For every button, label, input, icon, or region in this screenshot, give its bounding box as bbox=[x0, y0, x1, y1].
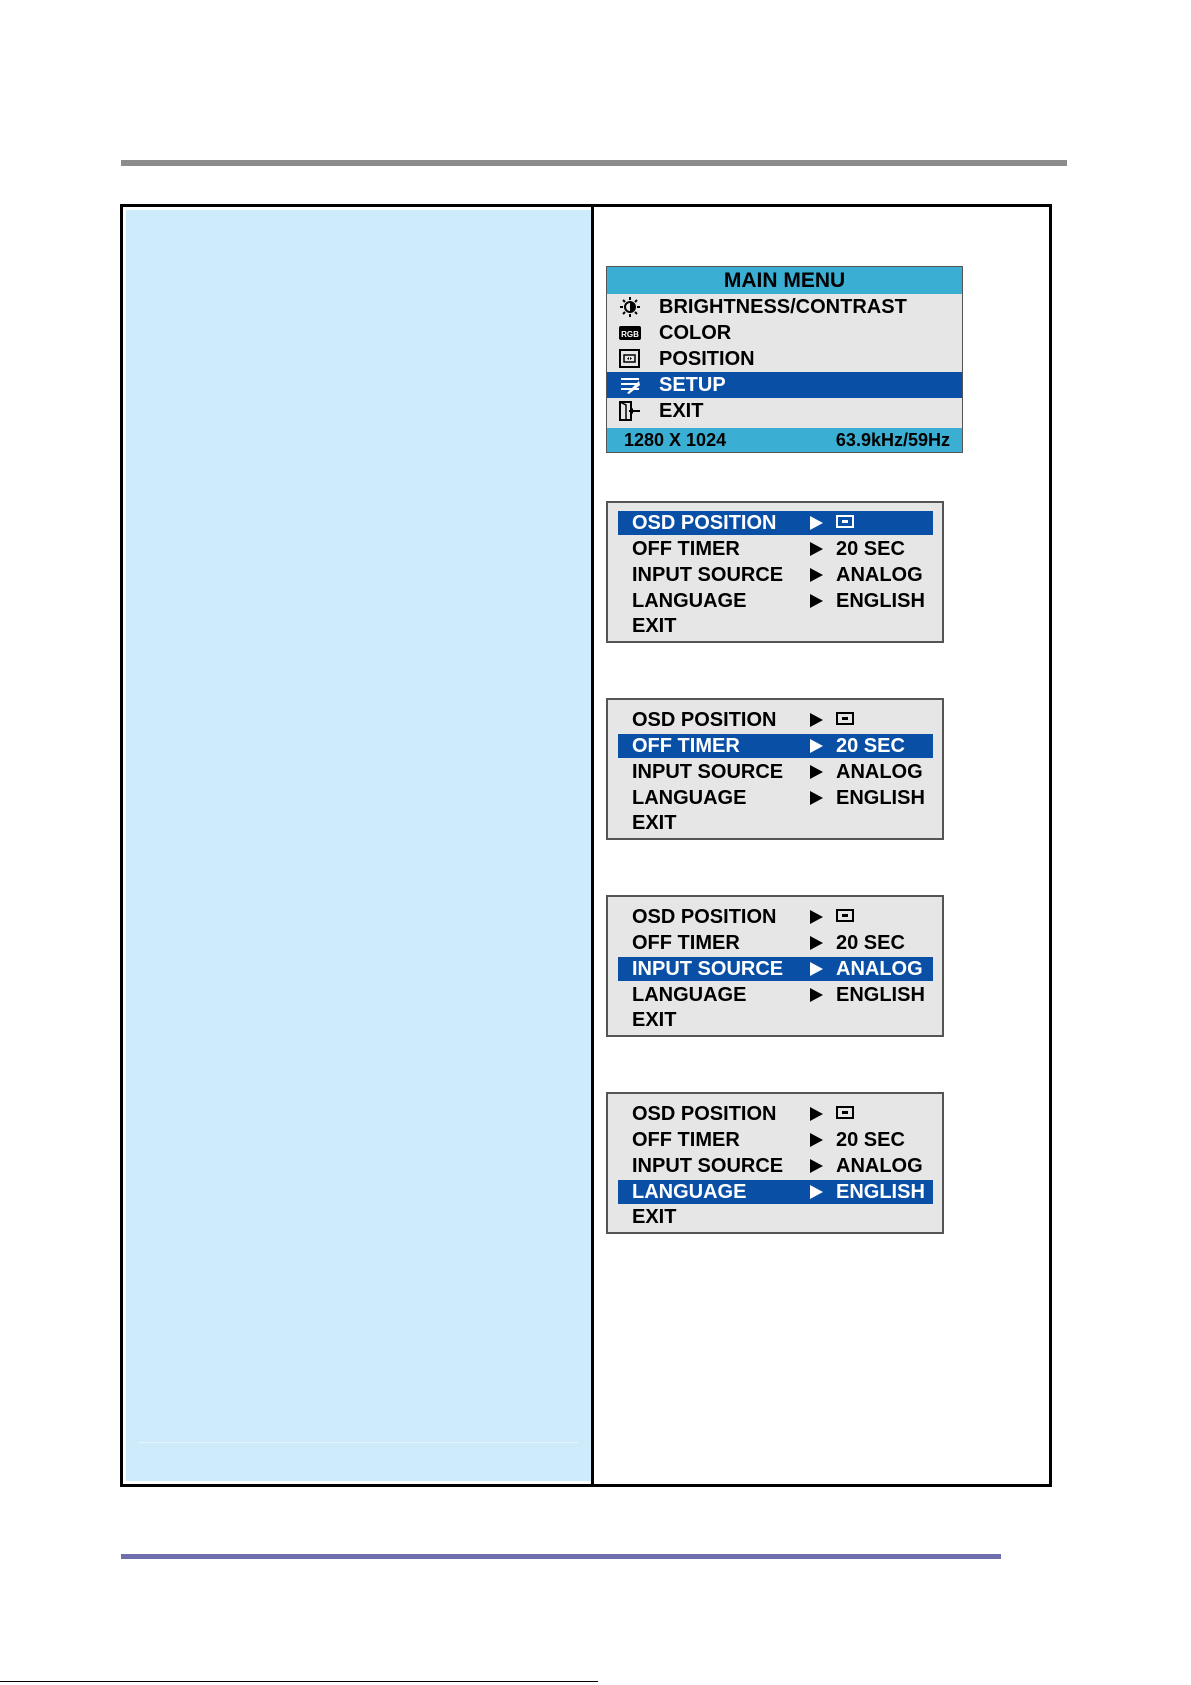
setup-row-exit[interactable] bbox=[618, 614, 933, 638]
arrow-right-icon bbox=[810, 910, 823, 924]
description-panel bbox=[126, 210, 591, 1481]
menu-item-color[interactable] bbox=[607, 320, 962, 346]
setup-row-value: ANALOG bbox=[836, 761, 923, 783]
setup-row-value: ANALOG bbox=[836, 1155, 923, 1177]
arrow-right-icon bbox=[810, 962, 823, 976]
setup-row-label: OFF TIMER bbox=[632, 932, 740, 954]
menu-item-setup[interactable] bbox=[607, 372, 962, 398]
setup-row-input-source[interactable] bbox=[618, 957, 933, 981]
setup-row-off-timer[interactable] bbox=[618, 734, 933, 758]
setup-row-label: INPUT SOURCE bbox=[632, 958, 784, 980]
setup-row-label: OSD POSITION bbox=[632, 1103, 777, 1125]
main-menu-title: MAIN MENU bbox=[607, 267, 962, 294]
arrow-right-icon bbox=[810, 936, 823, 950]
setup-row-label: EXIT bbox=[632, 1009, 677, 1031]
setup-row-value: ENGLISH bbox=[836, 787, 925, 809]
menu-item-brightness-contrast[interactable] bbox=[607, 294, 962, 320]
menu-item-position[interactable] bbox=[607, 346, 962, 372]
header-rule bbox=[121, 160, 1067, 166]
position-icon bbox=[619, 349, 641, 369]
setup-row-label: OSD POSITION bbox=[632, 709, 777, 731]
osd-setup-menu bbox=[606, 698, 944, 840]
setup-row-off-timer[interactable] bbox=[618, 537, 933, 561]
osd-main-menu bbox=[606, 266, 963, 453]
setup-row-exit[interactable] bbox=[618, 1205, 933, 1229]
arrow-right-icon bbox=[810, 516, 823, 530]
menu-item-label: SETUP bbox=[659, 374, 726, 396]
osd-setup-menu bbox=[606, 895, 944, 1037]
setup-row-value: 20 SEC bbox=[836, 1129, 905, 1151]
menu-item-label: POSITION bbox=[659, 348, 755, 370]
osd-setup-menu bbox=[606, 501, 944, 643]
setup-row-label: LANGUAGE bbox=[632, 1181, 747, 1203]
menu-status-bar bbox=[607, 428, 962, 452]
setup-row-label: EXIT bbox=[632, 1206, 677, 1228]
setup-row-value: 20 SEC bbox=[836, 932, 905, 954]
menu-item-label: COLOR bbox=[659, 322, 732, 344]
column-divider bbox=[591, 207, 594, 1484]
setup-row-label: LANGUAGE bbox=[632, 590, 747, 612]
osd-position-icon bbox=[836, 1106, 854, 1119]
setup-row-label: OFF TIMER bbox=[632, 1129, 740, 1151]
arrow-right-icon bbox=[810, 988, 823, 1002]
setup-row-osd-position[interactable] bbox=[618, 511, 933, 535]
setup-row-language[interactable] bbox=[618, 786, 933, 810]
page-bottom-line bbox=[0, 1681, 598, 1682]
setup-row-label: INPUT SOURCE bbox=[632, 564, 784, 586]
setup-row-label: EXIT bbox=[632, 615, 677, 637]
arrow-right-icon bbox=[810, 1159, 823, 1173]
arrow-right-icon bbox=[810, 1107, 823, 1121]
arrow-right-icon bbox=[810, 568, 823, 582]
arrow-right-icon bbox=[810, 713, 823, 727]
osd-position-icon bbox=[836, 712, 854, 725]
arrow-right-icon bbox=[810, 739, 823, 753]
setup-row-language[interactable] bbox=[618, 589, 933, 613]
setup-row-value: ENGLISH bbox=[836, 1181, 925, 1203]
resolution-text: 1280 X 1024 bbox=[624, 430, 727, 450]
setup-row-label: OSD POSITION bbox=[632, 512, 777, 534]
menu-item-label: EXIT bbox=[659, 400, 704, 422]
setup-icon bbox=[619, 375, 641, 395]
exit-icon bbox=[619, 401, 641, 421]
setup-row-label: LANGUAGE bbox=[632, 787, 747, 809]
svg-text:RGB: RGB bbox=[621, 330, 639, 339]
osd-position-icon bbox=[836, 909, 854, 922]
osd-position-icon bbox=[836, 515, 854, 528]
setup-row-osd-position[interactable] bbox=[618, 1102, 933, 1126]
setup-row-label: OFF TIMER bbox=[632, 538, 740, 560]
setup-row-label: OSD POSITION bbox=[632, 906, 777, 928]
osd-setup-menu bbox=[606, 1092, 944, 1234]
setup-row-language[interactable] bbox=[618, 983, 933, 1007]
arrow-right-icon bbox=[810, 1185, 823, 1199]
setup-row-value: 20 SEC bbox=[836, 538, 905, 560]
setup-row-osd-position[interactable] bbox=[618, 708, 933, 732]
setup-row-off-timer[interactable] bbox=[618, 931, 933, 955]
menu-item-exit[interactable] bbox=[607, 398, 962, 424]
setup-row-value: ANALOG bbox=[836, 564, 923, 586]
setup-row-input-source[interactable] bbox=[618, 563, 933, 587]
setup-row-exit[interactable] bbox=[618, 811, 933, 835]
arrow-right-icon bbox=[810, 765, 823, 779]
setup-row-exit[interactable] bbox=[618, 1008, 933, 1032]
setup-row-osd-position[interactable] bbox=[618, 905, 933, 929]
setup-row-label: INPUT SOURCE bbox=[632, 1155, 784, 1177]
setup-row-label: INPUT SOURCE bbox=[632, 761, 784, 783]
setup-row-value: ENGLISH bbox=[836, 984, 925, 1006]
brightness-icon bbox=[619, 297, 641, 317]
menu-item-label: BRIGHTNESS/CONTRAST bbox=[659, 296, 907, 318]
setup-row-input-source[interactable] bbox=[618, 760, 933, 784]
setup-row-label: LANGUAGE bbox=[632, 984, 747, 1006]
setup-row-value: ENGLISH bbox=[836, 590, 925, 612]
setup-row-input-source[interactable] bbox=[618, 1154, 933, 1178]
rgb-icon bbox=[619, 323, 641, 343]
arrow-right-icon bbox=[810, 594, 823, 608]
arrow-right-icon bbox=[810, 542, 823, 556]
setup-row-language[interactable] bbox=[618, 1180, 933, 1204]
footer-rule bbox=[121, 1554, 1001, 1559]
panel-divider bbox=[138, 1442, 578, 1443]
setup-row-label: OFF TIMER bbox=[632, 735, 740, 757]
arrow-right-icon bbox=[810, 791, 823, 805]
setup-row-value: ANALOG bbox=[836, 958, 923, 980]
setup-row-off-timer[interactable] bbox=[618, 1128, 933, 1152]
frequency-text: 63.9kHz/59Hz bbox=[835, 430, 950, 450]
setup-row-value: 20 SEC bbox=[836, 735, 905, 757]
setup-row-label: EXIT bbox=[632, 812, 677, 834]
arrow-right-icon bbox=[810, 1133, 823, 1147]
